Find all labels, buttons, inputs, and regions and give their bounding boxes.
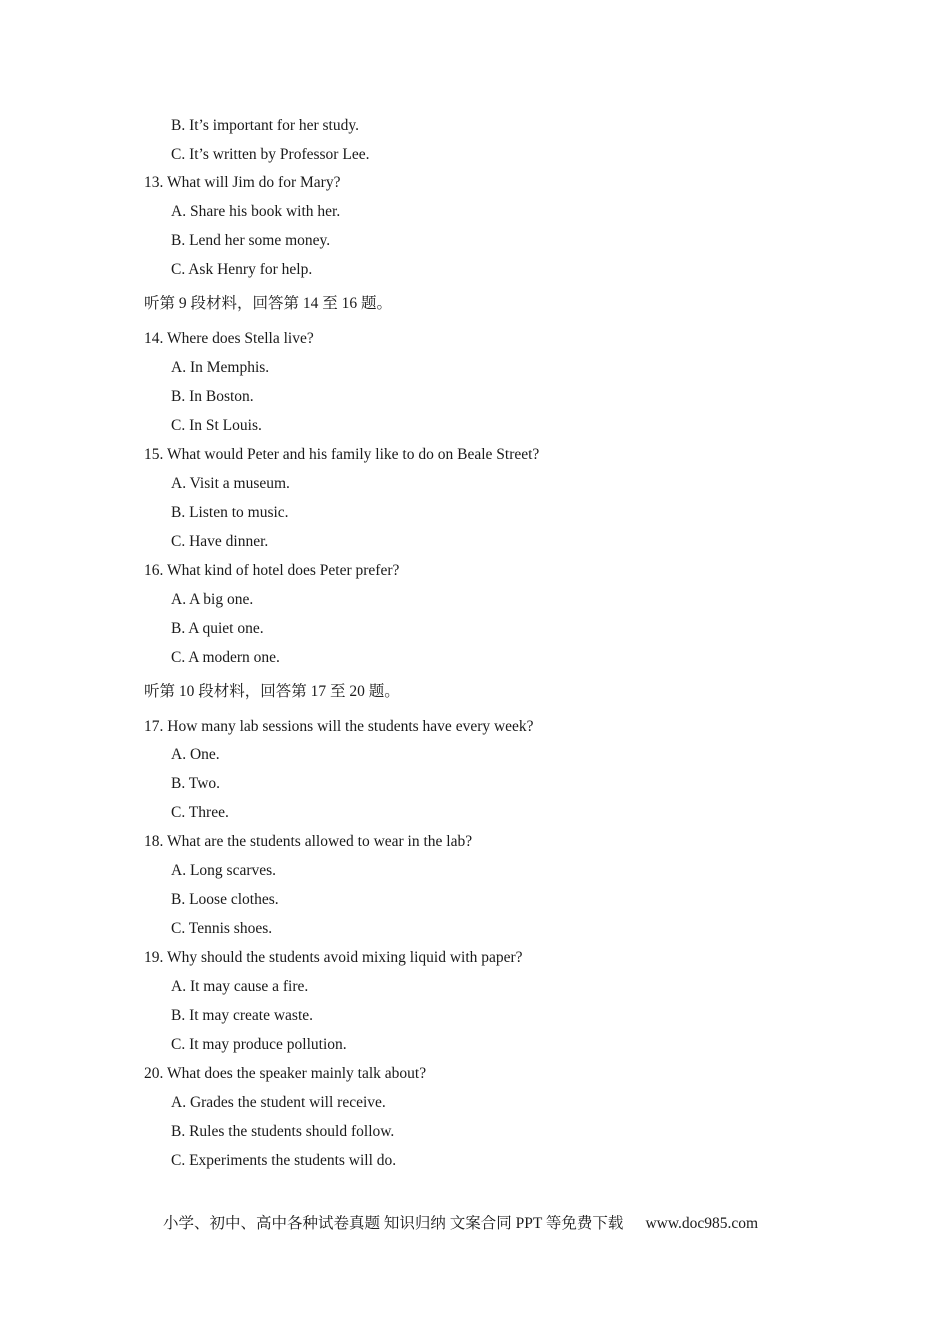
question: 15. What would Peter and his family like to do on Beale Street?: [144, 446, 540, 463]
answer-option: A. It may cause a fire.: [171, 978, 309, 995]
question: 18. What are the students allowed to wear in the lab?: [144, 833, 473, 850]
question: 17. How many lab sessions will the students have every week?: [144, 718, 534, 735]
page-footer: [163, 1214, 758, 1234]
answer-option: C. Have dinner.: [171, 533, 269, 550]
answer-option: A. In Memphis.: [171, 359, 270, 376]
answer-option: A. Long scarves.: [171, 862, 277, 879]
answer-option: C. Tennis shoes.: [171, 920, 273, 937]
answer-option: C. In St Louis.: [171, 417, 262, 434]
answer-option: C. It’s written by Professor Lee.: [171, 146, 370, 163]
question: 13. What will Jim do for Mary?: [144, 174, 341, 191]
answer-option: B. It’s important for her study.: [171, 117, 359, 134]
question: 19. Why should the students avoid mixing liquid with paper?: [144, 949, 523, 966]
answer-option: B. Loose clothes.: [171, 891, 279, 908]
answer-option: B. It may create waste.: [171, 1007, 314, 1024]
question: 16. What kind of hotel does Peter prefer?: [144, 562, 400, 579]
answer-option: A. One.: [171, 746, 220, 763]
answer-option: B. Listen to music.: [171, 504, 289, 521]
answer-option: C. It may produce pollution.: [171, 1036, 347, 1053]
answer-option: C. A modern one.: [171, 649, 280, 666]
answer-option: A. A big one.: [171, 591, 254, 608]
question: 20. What does the speaker mainly talk about?: [144, 1065, 427, 1082]
answer-option: B. Rules the students should follow.: [171, 1123, 395, 1140]
answer-option: A. Grades the student will receive.: [171, 1094, 386, 1111]
section-instruction: 听第 10 段材料，回答第 17 至 20 题。: [144, 683, 400, 700]
answer-option: A. Share his book with her.: [171, 203, 341, 220]
answer-option: C. Experiments the students will do.: [171, 1152, 397, 1169]
section-instruction: 听第 9 段材料，回答第 14 至 16 题。: [144, 295, 393, 312]
answer-option: B. Lend her some money.: [171, 232, 331, 249]
answer-option: A. Visit a museum.: [171, 475, 290, 492]
footer-text: 小学、初中、高中各种试卷真题 知识归纳 文案合同 PPT 等免费下载: [163, 1215, 624, 1232]
answer-option: B. Two.: [171, 775, 221, 792]
answer-option: B. In Boston.: [171, 388, 254, 405]
answer-option: B. A quiet one.: [171, 620, 264, 637]
answer-option: C. Three.: [171, 804, 229, 821]
answer-option: C. Ask Henry for help.: [171, 261, 313, 278]
question: 14. Where does Stella live?: [144, 330, 314, 347]
footer-url: www.doc985.com: [645, 1215, 759, 1232]
